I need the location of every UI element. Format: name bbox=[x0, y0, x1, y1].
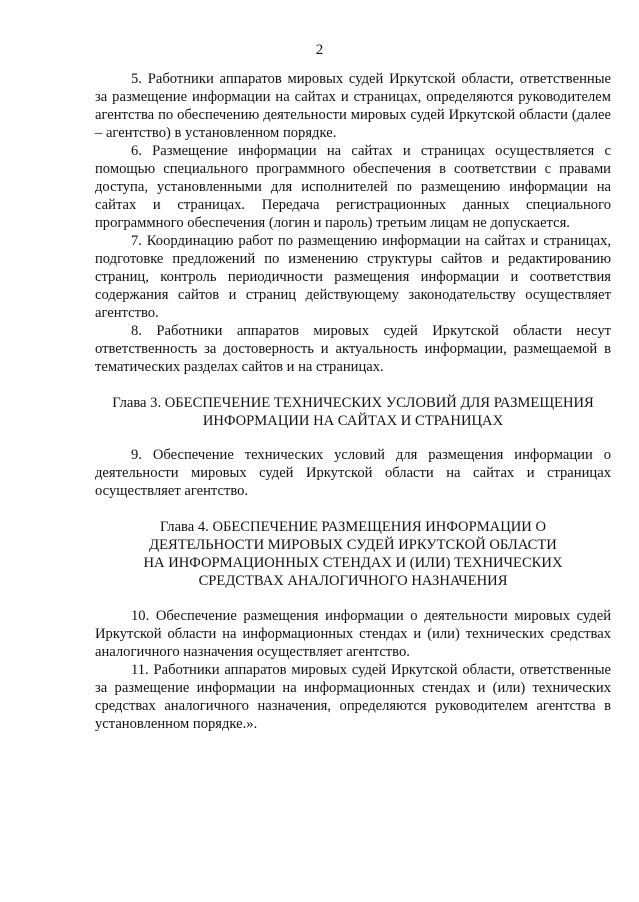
chapter-4-heading-line: ДЕЯТЕЛЬНОСТИ МИРОВЫХ СУДЕЙ ИРКУТСКОЙ ОБЛАСТИ bbox=[149, 537, 557, 553]
paragraph-9: 9. Обеспечение технических условий для размещения информации о деятельности мировых судей Иркутской области на сайтах и страницах осуществляет агентство. bbox=[95, 447, 611, 499]
chapter-3-heading-line: ИНФОРМАЦИИ НА САЙТАХ И СТРАНИЦАХ bbox=[202, 413, 504, 429]
paragraph-7: 7. Координацию работ по размещению информации на сайтах и страницах, подготовке предложений по изменению структуры сайтов и редактированию страниц, контроль периодичности размещения информации и соответствия содержания сайтов и страниц действующему законодательству осуществляет агентство. bbox=[95, 233, 611, 321]
paragraph-10: 10. Обеспечение размещения информации о деятельности мировых судей Иркутской области на информационных стендах и (или) технических средствах аналогичного назначения осуществляет агентство. bbox=[95, 608, 611, 660]
chapter-4-heading-line: Глава 4. ОБЕСПЕЧЕНИЕ РАЗМЕЩЕНИЯ ИНФОРМАЦИИ О bbox=[159, 519, 547, 535]
paragraph-6: 6. Размещение информации на сайтах и страницах осуществляется с помощью специального программного обеспечения в соответствии с правами доступа, установленными для исполнителей по размещению информации на сайтах и страницах. Передача регистрационных данных специального программного обеспечения (логин и пароль) третьим лицам не допускается. bbox=[95, 143, 611, 231]
page-number: 2 bbox=[315, 42, 324, 58]
chapter-4-heading-line: НА ИНФОРМАЦИОННЫХ СТЕНДАХ И (ИЛИ) ТЕХНИЧЕСКИХ bbox=[143, 555, 563, 571]
paragraph-5: 5. Работники аппаратов мировых судей Иркутской области, ответственные за размещение информации на сайтах и страницах, определяются руководителем агентства по обеспечению деятельности мировых судей Иркутской области (далее – агентство) в установленном порядке. bbox=[95, 71, 611, 141]
chapter-4-heading bbox=[95, 518, 611, 590]
chapter-3-heading bbox=[95, 394, 611, 430]
paragraph-11: 11. Работники аппаратов мировых судей Иркутской области, ответственные за размещение информации на информационных стендах и (или) технических средствах аналогичного назначения, определяются руководителем агентства в установленном порядке.». bbox=[95, 662, 611, 732]
chapter-3-heading-line: Глава 3. ОБЕСПЕЧЕНИЕ ТЕХНИЧЕСКИХ УСЛОВИЙ ДЛЯ РАЗМЕЩЕНИЯ bbox=[112, 395, 594, 411]
document-body bbox=[95, 70, 611, 733]
paragraph-8: 8. Работники аппаратов мировых судей Иркутской области несут ответственность за достоверность и актуальность информации, размещаемой в тематических разделах сайтов и на страницах. bbox=[95, 323, 611, 375]
chapter-4-heading-line: СРЕДСТВАХ АНАЛОГИЧНОГО НАЗНАЧЕНИЯ bbox=[198, 573, 508, 589]
